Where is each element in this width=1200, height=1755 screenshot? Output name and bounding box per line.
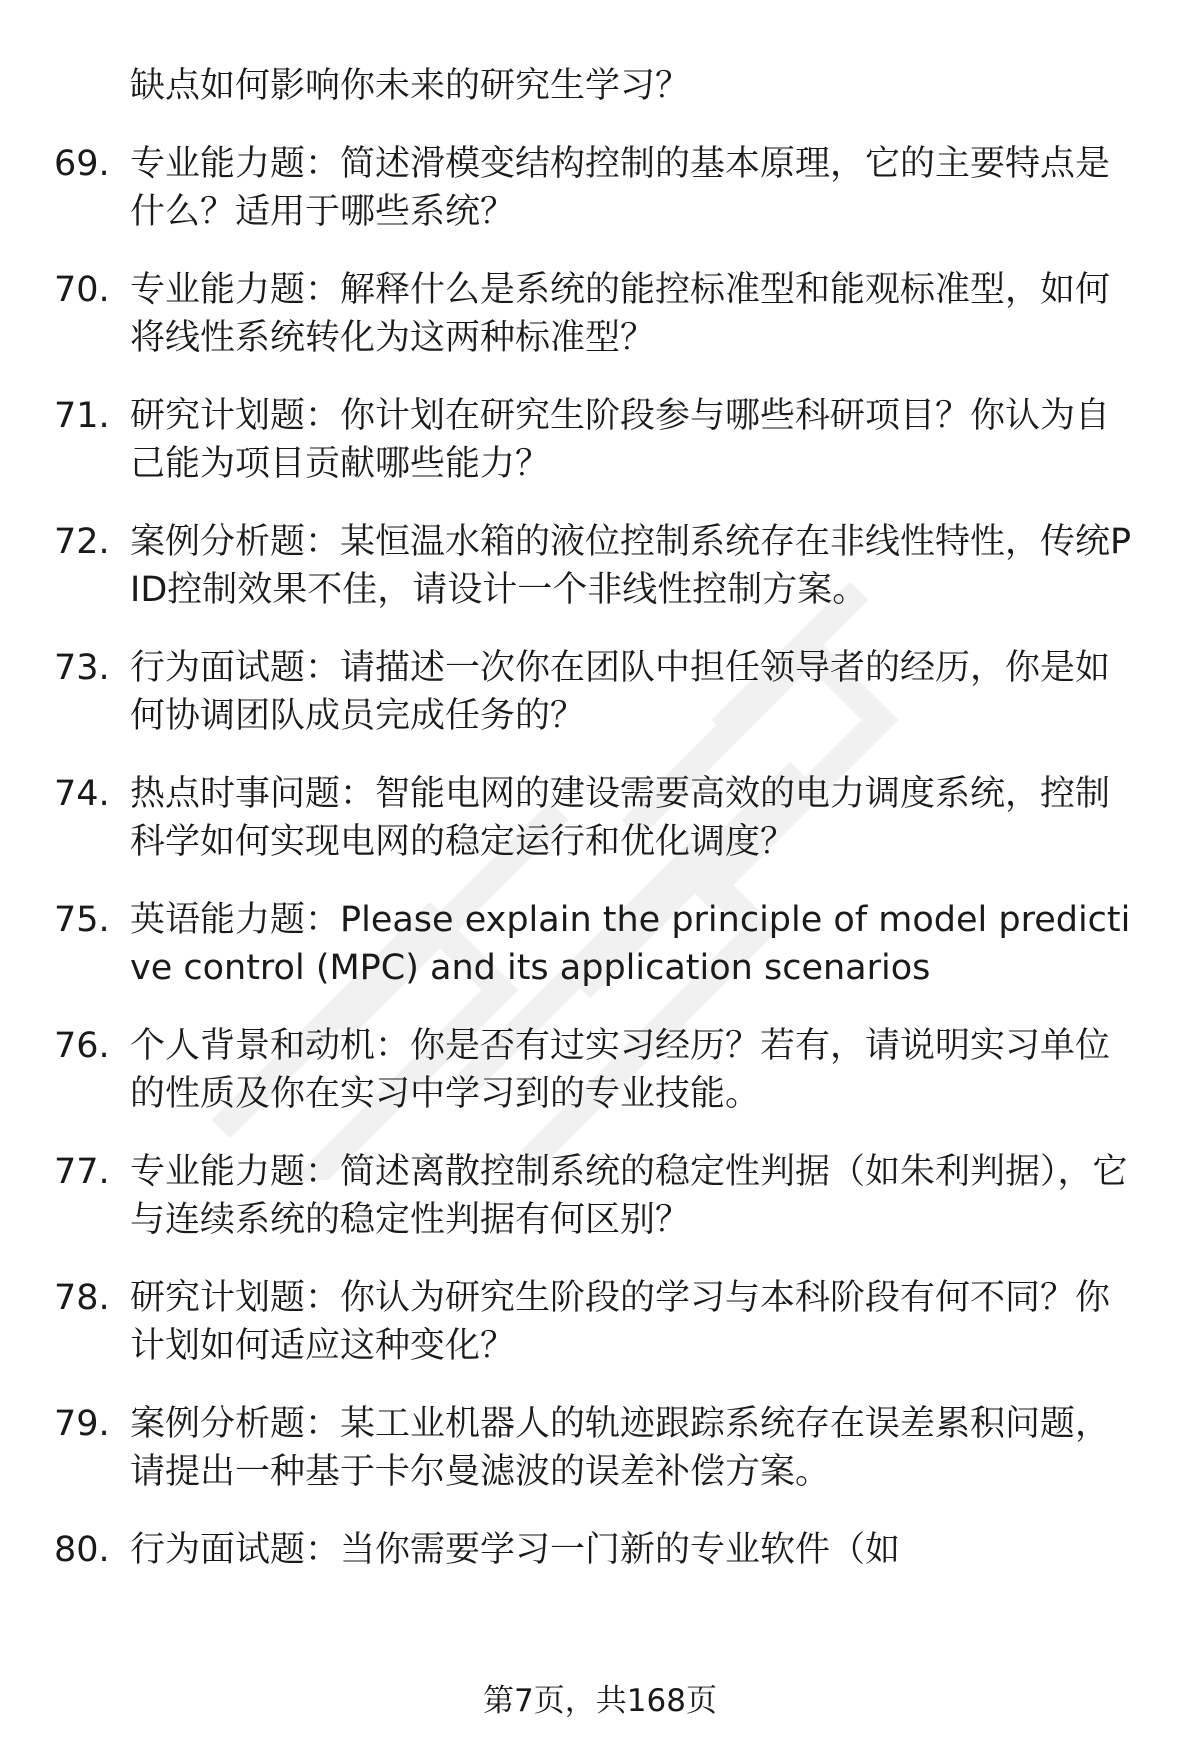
question-text: 研究计划题：你认为研究生阶段的学习与本科阶段有何不同？你计划如何适应这种变化？ — [130, 1278, 1111, 1366]
question-text: 行为面试题：当你需要学习一门新的专业软件（如 — [130, 1530, 901, 1570]
question-number: 71. — [54, 396, 110, 436]
question-number: 69. — [54, 144, 110, 184]
question-text: 行为面试题：请描述一次你在团队中担任领导者的经历，你是如何协调团队成员完成任务的？ — [130, 648, 1111, 736]
question-number: 76. — [54, 1026, 110, 1066]
continuation-text: 缺点如何影响你未来的研究生学习？ — [130, 66, 691, 106]
question-number: 75. — [54, 900, 110, 940]
question-item — [0, 644, 1200, 770]
question-item — [0, 770, 1200, 896]
question-number: 70. — [54, 270, 110, 310]
question-item — [0, 140, 1200, 266]
question-item — [0, 896, 1200, 1022]
question-item — [0, 266, 1200, 392]
question-item — [0, 1148, 1200, 1274]
question-text: 案例分析题：某恒温水箱的液位控制系统存在非线性特性，传统PID控制效果不佳，请设计一个非线性控制方案。 — [130, 522, 1132, 610]
question-number: 77. — [54, 1152, 110, 1192]
page-footer: 第7页，共168页 — [483, 1683, 717, 1719]
question-item — [0, 392, 1200, 518]
question-number: 74. — [54, 774, 110, 814]
question-text: 个人背景和动机：你是否有过实习经历？若有，请说明实习单位的性质及你在实习中学习到的专业技能。 — [130, 1026, 1111, 1114]
question-text: 专业能力题：简述滑模变结构控制的基本原理，它的主要特点是什么？适用于哪些系统？ — [130, 144, 1111, 232]
question-number: 73. — [54, 648, 110, 688]
question-item — [0, 1022, 1200, 1148]
question-number: 79. — [54, 1404, 110, 1444]
question-item — [0, 1400, 1200, 1526]
question-text: 专业能力题：解释什么是系统的能控标准型和能观标准型，如何将线性系统转化为这两种标准型？ — [130, 270, 1111, 358]
question-item — [0, 1274, 1200, 1400]
question-text: 专业能力题：简述离散控制系统的稳定性判据（如朱利判据），它与连续系统的稳定性判据有何区别？ — [130, 1152, 1128, 1240]
question-number: 80. — [54, 1530, 110, 1570]
question-text: 英语能力题：Please explain the principle of model predictive control (MPC) and its application scenarios — [130, 900, 1131, 988]
question-text: 研究计划题：你计划在研究生阶段参与哪些科研项目？你认为自己能为项目贡献哪些能力？ — [130, 396, 1111, 484]
question-number: 72. — [54, 522, 110, 562]
question-number: 78. — [54, 1278, 110, 1318]
question-item — [0, 1526, 1200, 1652]
question-text: 案例分析题：某工业机器人的轨迹跟踪系统存在误差累积问题，请提出一种基于卡尔曼滤波的误差补偿方案。 — [130, 1404, 1111, 1492]
question-text: 热点时事问题：智能电网的建设需要高效的电力调度系统，控制科学如何实现电网的稳定运行和优化调度？ — [130, 774, 1111, 862]
question-list — [0, 140, 1200, 1652]
question-item — [0, 518, 1200, 644]
